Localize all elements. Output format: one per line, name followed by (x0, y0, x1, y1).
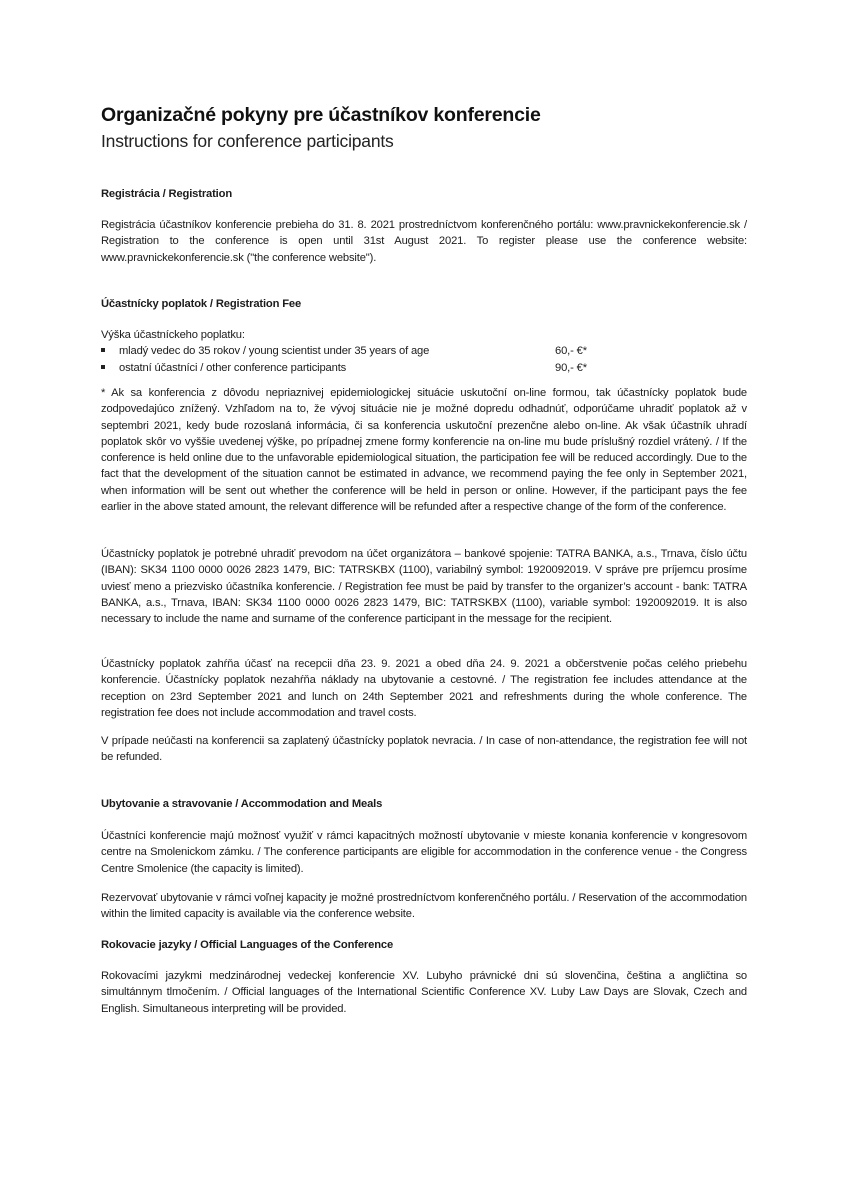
registration-paragraph: Registrácia účastníkov konferencie prebieha do 31. 8. 2021 prostredníctvom konferenčného portálu: www.pravnickekonferencie.sk / Registration to the conference is open until 31st August 2021. To register please use the conference website: www.pravnickekonferencie.sk ("the conference website"). (101, 219, 747, 264)
accommodation-reservation-paragraph: Rezervovať ubytovanie v rámci voľnej kapacity je možné prostredníctvom konferenčného portálu. / Reservation of the accommodation within the limited capacity is available via the conference website. (101, 892, 747, 921)
document-title: Organizačné pokyny pre účastníkov konferencie (101, 104, 541, 126)
fee-refund-paragraph: V prípade neúčasti na konferencii sa zaplatený účastnícky poplatok nevracia. / In case of non-attendance, the registration fee will not be refunded. (101, 735, 747, 764)
document-subtitle: Instructions for conference participants (101, 131, 394, 151)
fee-list (101, 327, 747, 376)
fee-footnote: * Ak sa konferencia z dôvodu nepriaznivej epidemiologickej situácie uskutoční on-line formou, tak účastnícky poplatok bude zodpovedajúco znížený. Vzhľadom na to, že vývoj situácie nie je možné dopredu odhadnúť, odporúčame uhradiť poplatok až v septembri 2021, kedy bude rozoslaná informácia, či sa konferencia uskutoční prezenčne alebo on-line. Ak však účastník uhradí poplatok skôr vo vyššie uvedenej výške, po prípadnej zmene formy konferencie na on-line mu bude príslušný rozdiel vrátený. / If the conference is held online due to the unfavorable epidemiological situation, the participation fee will be reduced accordingly. Due to the fact that the development of the situation cannot be estimated in advance, we recommend paying the fee only in September 2021, when information will be sent out whether the conference will be held in person or online. However, if the participant pays the fee earlier in the above stated amount, the relevant difference will be refunded after a respective change of the form of the conference. (101, 387, 747, 514)
fee-item-label: ostatní účastníci / other conference participants (119, 361, 347, 374)
fee-payment-paragraph: Účastnícky poplatok je potrebné uhradiť prevodom na účet organizátora – bankové spojenie: TATRA BANKA, a.s., Trnava, číslo účtu (IBAN): SK34 1100 0000 0026 2823 1479, BIC: TATRSKBX (1100), variabilný symbol: 1920092019. V správe pre príjemcu prosíme uviesť meno a priezvisko účastníka konferencie. / Registration fee must be paid by transfer to the organizer’s account - bank: TATRA BANKA, a.s., Trnava, IBAN: SK34 1100 0000 0026 2823 1479, BIC: TATRSKBX (1100), variable symbol: 1920092019. It is also necessary to include the name and surname of the conference participant in the message for the recipient. (101, 548, 747, 626)
accommodation-paragraph: Účastníci konferencie majú možnosť využiť v rámci kapacitných možností ubytovanie v mieste konania konferencie v kongresovom centre na Smolenickom zámku. / The conference participants are eligible for accommodation in the conference venue - the Congress Centre Smolenice (the capacity is limited). (101, 830, 747, 875)
fee-heading: Účastnícky poplatok / Registration Fee (101, 298, 302, 310)
languages-paragraph: Rokovacími jazykmi medzinárodnej vedeckej konferencie XV. Lubyho právnické dni sú slovenčina, čeština a angličtina so simultánnym tlmočením. / Official languages of the International Scientific Conference XV. Luby Law Days are Slovak, Czech and English. Simultaneous interpreting will be provided. (101, 970, 747, 1015)
registration-heading: Registrácia / Registration (101, 188, 233, 200)
fee-item (101, 360, 747, 376)
fee-item (101, 343, 747, 359)
fee-intro: Výška účastníckeho poplatku: (101, 329, 245, 341)
fee-includes-paragraph: Účastnícky poplatok zahŕňa účasť na recepcii dňa 23. 9. 2021 a obed dňa 24. 9. 2021 a občerstvenie počas celého priebehu konferencie. Účastnícky poplatok nezahŕňa náklady na ubytovanie a cestovné. / The registration fee includes attendance at the reception on 23rd September 2021 and lunch on 24th September 2021 and refreshments during the whole conference. The registration fee does not include accommodation and travel costs. (101, 658, 747, 719)
fee-item-amount: 60,- €* (555, 345, 587, 358)
fee-item-label: mladý vedec do 35 rokov / young scientist under 35 years of age (119, 345, 430, 358)
accommodation-heading: Ubytovanie a stravovanie / Accommodation and Meals (101, 798, 383, 810)
languages-heading: Rokovacie jazyky / Official Languages of the Conference (101, 939, 394, 951)
fee-item-amount: 90,- €* (555, 361, 587, 374)
square-bullet-icon (101, 348, 105, 352)
square-bullet-icon (101, 365, 105, 369)
